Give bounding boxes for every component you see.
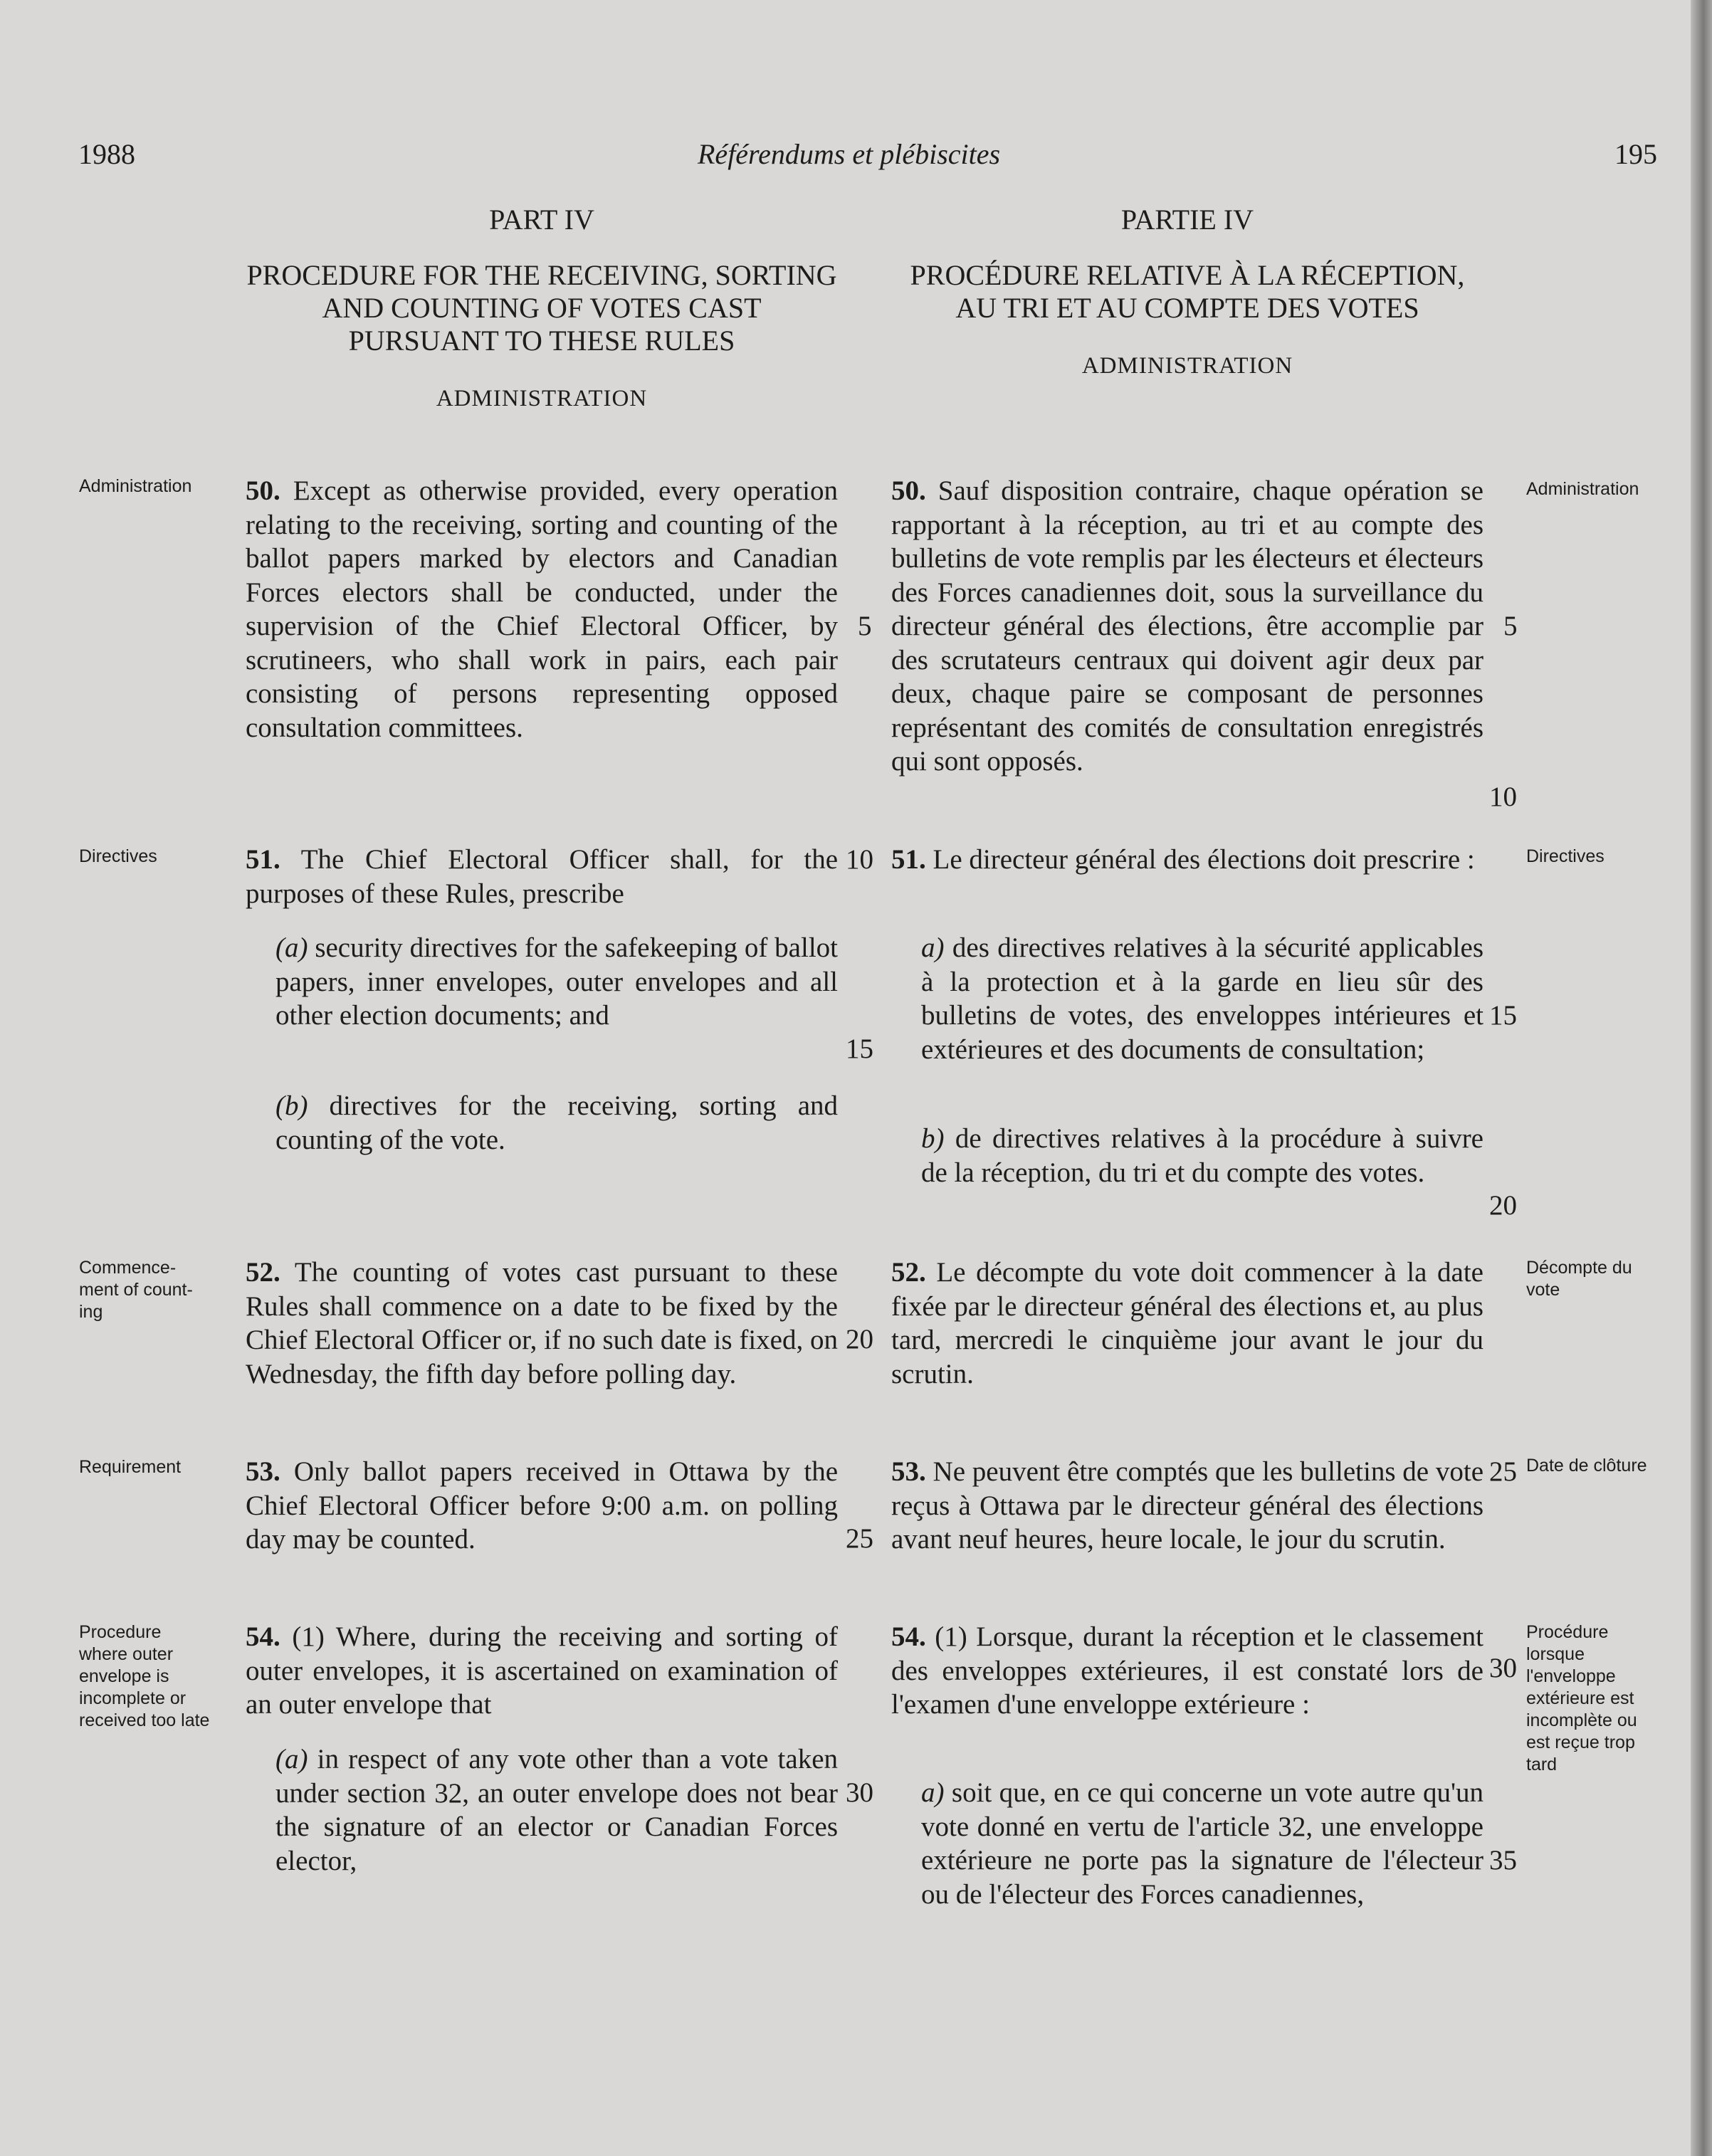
french-line-number: 35 [1489, 1845, 1517, 1876]
header-page-number: 195 [1614, 138, 1657, 170]
clause-text: directives for the receiving, sorting and counting of the vote. [275, 1090, 838, 1155]
section-text: (1) Where, during the receiving and sorting of outer envelopes, it is ascertained on examination of an outer envelope that [246, 1621, 838, 1720]
english-part-title: PROCEDURE FOR THE RECEIVING, SORTING AND COUNTING OF VOTES CAST PURSUANT TO THESE RULES [246, 259, 837, 357]
french-part-title: PROCÉDURE RELATIVE À LA RÉCEPTION, AU TRI ET AU COMPTE DES VOTES [910, 259, 1465, 324]
section-text: The Chief Electoral Officer shall, for the purposes of these Rules, prescribe [246, 844, 839, 909]
section-number: 53. [891, 1456, 926, 1487]
section-text: Le décompte du vote doit commencer à la date fixée par le directeur général des élections et, au plus tard, mercredi le cinquième jour avant le jour du scrutin. [891, 1257, 1483, 1389]
french-line-number: 10 [1489, 782, 1517, 812]
section-text: (1) Lorsque, durant la réception et le classement des enveloppes extérieures, il est constaté lors de l'examen d'une enveloppe extérieure : [891, 1621, 1484, 1720]
english-section-51 [246, 843, 838, 910]
english-section-54 [246, 1620, 838, 1722]
section-text: Only ballot papers received in Ottawa by the Chief Electoral Officer before 9:00 a.m. on polling day may be counted. [246, 1456, 839, 1555]
page-edge [1691, 0, 1712, 2156]
section-number: 51. [891, 844, 926, 875]
french-part-heading [891, 204, 1483, 379]
english-line-number: 10 [846, 844, 873, 875]
french-section-51b [891, 1122, 1483, 1189]
french-section-heading: ADMINISTRATION [1081, 353, 1293, 379]
english-section-51a [246, 931, 838, 1033]
section-number: 54. [246, 1621, 280, 1652]
english-section-50 [246, 474, 838, 745]
clause-label: (a) [275, 1744, 308, 1774]
margin-note-administration-fr: Administration [1526, 479, 1639, 499]
section-text: The counting of votes cast pursuant to these Rules shall commence on a date to be fixed by the Chief Electoral Officer or, if no such date is fixed, on Wednesday, the fifth day before polling day. [246, 1257, 838, 1389]
section-number: 54. [891, 1621, 926, 1652]
header-title: Référendums et plébiscites [698, 138, 1001, 170]
margin-note-requirement: Requirement [79, 1457, 182, 1477]
clause-text: des directives relatives à la sécurité applicables à la protection et à la garde en lieu sûr des bulletins de votes, des enveloppes intérieures et extérieures et des documents de consultation; [921, 932, 1484, 1065]
section-number: 52. [891, 1257, 926, 1288]
section-number: 51. [246, 844, 280, 875]
clause-text: security directives for the safekeeping of ballot papers, inner envelopes, outer envelopes and all other election documents; and [275, 932, 838, 1031]
section-text: Sauf disposition contraire, chaque opération se rapportant à la réception, au tri et au compte des bulletins de vote remplis par les électeurs et électeurs des Forces canadiennes doit, sous la surveillance du directeur général des élections, être accomplie par des scrutateurs centraux qui doivent agir deux par deux, chaque paire se composant de personnes représentant des comités de consultation enregistrés qui sont opposés. [891, 475, 1483, 777]
french-section-52 [891, 1256, 1483, 1391]
clause-text: soit que, en ce qui concerne un vote autre qu'un vote donné en vertu de l'article 32, une enveloppe extérieure ne porte pas la signature de l'électeur ou de l'électeur des Forces canadiennes, [921, 1777, 1483, 1910]
section-number: 52. [246, 1257, 280, 1288]
clause-label: (a) [275, 932, 308, 963]
margin-note-procedure-fr: Procédure lorsque l'enveloppe extérieure est incomplète ou est reçue trop tard [1526, 1622, 1637, 1774]
french-section-54a [891, 1776, 1483, 1911]
header-year: 1988 [78, 138, 135, 170]
section-text: Except as otherwise provided, every operation relating to the receiving, sorting and counting of the ballot papers marked by electors and Canadian Forces electors shall be conducted, under the supervision of the Chief Electoral Officer, by scrutineers, who shall work in pairs, each pair consisting of persons representing opposed consultation committees. [246, 475, 839, 743]
clause-label: b) [921, 1123, 945, 1154]
english-line-number: 20 [846, 1324, 873, 1355]
english-part-heading [246, 204, 838, 412]
english-section-52 [246, 1256, 838, 1391]
french-section-53 [891, 1455, 1483, 1557]
english-line-number: 5 [858, 611, 872, 641]
clause-text: in respect of any vote other than a vote taken under section 32, an outer envelope does not bear the signature of an elector or Canadian Forces elector, [275, 1744, 839, 1876]
french-section-50 [891, 474, 1483, 779]
french-line-number: 20 [1489, 1190, 1517, 1221]
french-line-number: 25 [1489, 1456, 1517, 1487]
clause-label: a) [921, 932, 945, 963]
french-line-number: 5 [1503, 611, 1518, 641]
margin-note-administration: Administration [79, 476, 192, 496]
english-section-53 [246, 1455, 838, 1557]
english-line-number: 15 [846, 1034, 873, 1064]
french-section-51a [891, 931, 1483, 1066]
margin-note-procedure: Procedure where outer envelope is incomplete or received too late [79, 1622, 210, 1730]
french-section-54 [891, 1620, 1483, 1722]
section-number: 53. [246, 1456, 280, 1487]
margin-note-decompte: Décompte du vote [1526, 1258, 1632, 1300]
french-line-number: 30 [1489, 1653, 1517, 1683]
french-part-label: PARTIE IV [1120, 204, 1254, 236]
english-section-54a [246, 1742, 838, 1878]
clause-label: (b) [275, 1090, 308, 1121]
french-line-number: 15 [1489, 1000, 1517, 1031]
english-section-51b [246, 1089, 838, 1157]
french-section-51 [891, 843, 1483, 877]
margin-note-directives: Directives [79, 846, 157, 866]
english-section-heading: ADMINISTRATION [436, 386, 648, 411]
english-part-label: PART IV [489, 204, 594, 236]
section-number: 50. [246, 475, 280, 506]
section-text: Le directeur général des élections doit prescrire : [933, 844, 1475, 875]
clause-text: de directives relatives à la procédure à suivre de la réception, du tri et du compte des votes. [921, 1123, 1483, 1188]
margin-note-directives-fr: Directives [1526, 846, 1605, 866]
section-number: 50. [891, 475, 926, 506]
margin-note-cloture: Date de clôture [1526, 1456, 1647, 1476]
clause-label: a) [921, 1777, 945, 1808]
margin-note-commencement: Commence-ment of count-ing [79, 1258, 193, 1322]
english-line-number: 30 [846, 1777, 873, 1808]
english-line-number: 25 [846, 1523, 873, 1554]
section-text: Ne peuvent être comptés que les bulletins de vote reçus à Ottawa par le directeur général des élections avant neuf heures, heure locale, le jour du scrutin. [891, 1456, 1483, 1555]
